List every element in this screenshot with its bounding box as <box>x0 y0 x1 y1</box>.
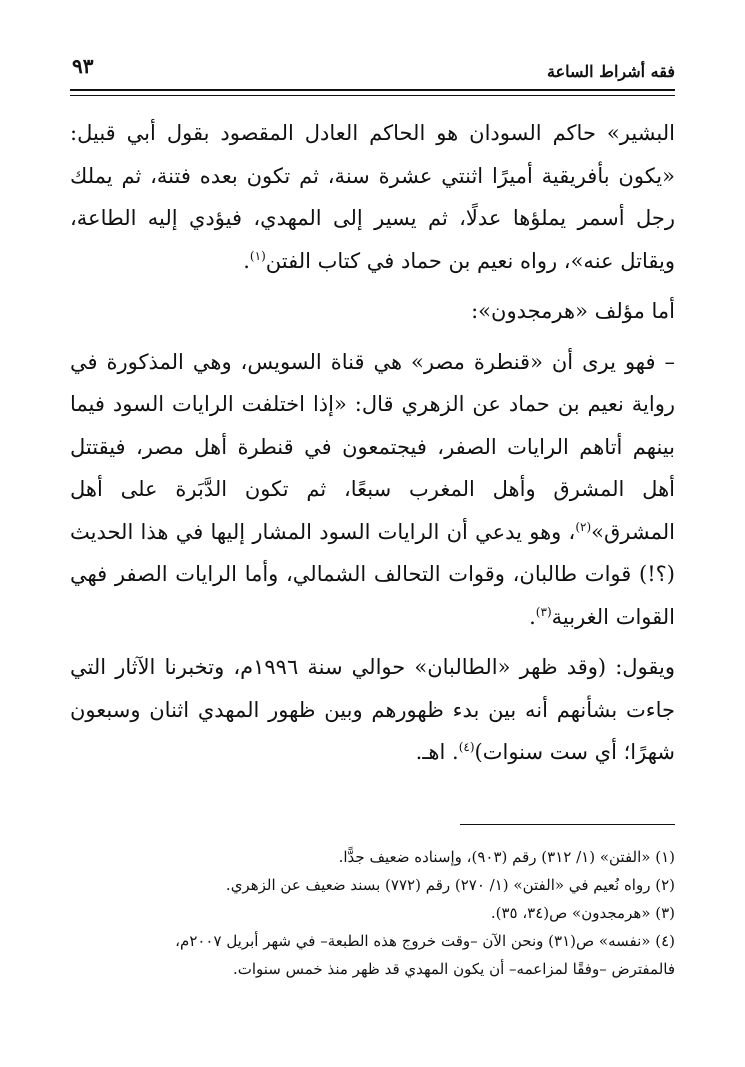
page-number: ٩٣ <box>72 54 94 78</box>
footnote-continuation: فالمفترض –وفقًا لمزاعمه– أن يكون المهدي قد ظهر منذ خمس سنوات. <box>232 959 675 978</box>
page-header <box>70 48 675 88</box>
book-page <box>70 48 675 983</box>
main-text <box>70 112 675 774</box>
footnotes <box>70 843 675 983</box>
footnote-ref: (٢) <box>575 519 592 534</box>
header-rule-thin <box>70 95 675 96</box>
paragraph: – فهو يرى أن «قنطرة مصر» هي قناة السويس، وهي المذكورة في رواية نعيم بن حماد عن الزهري قال: «إذا اختلفت الرايات السود فيما بينهم أتاهم الرايات الصفر، فيجتمعون في قنطرة أهل مصر، فيقتتل أهل المشرق وأهل المغرب سبعًا، ثم تكون الدَّبَرة على أهل المشرق»$^{(٢)}$، وهو يدعي أن الرايات السود المشار إليها في هذا الحديث (؟!) قوات طالبان، وقوات التحالف الشمالي، وأما الرايات الصفر فهي القوات الغربية$^{(٣)}$. <box>70 349 675 629</box>
footnote: (١) «الفتن» (١/ ٣١٢) رقم (٩٠٣)، وإسناده ضعيف جدًّا. <box>338 847 675 866</box>
header-rule-thick <box>70 89 675 91</box>
footnote: (٤) «نفسه» ص(٣١) ونحن الآن –وقت خروج هذه الطبعة– في شهر أبريل ٢٠٠٧م، <box>175 931 675 950</box>
footnote: (٢) رواه نُعيم في «الفتن» (١/ ٢٧٠) رقم (٧٧٢) بسند ضعيف عن الزهري. <box>225 875 675 894</box>
footnote: (٣) «هرمجدون» ص(٣٤، ٣٥). <box>490 903 675 922</box>
footnote-ref: (٤) <box>458 740 475 754</box>
footnote-ref: (٣) <box>535 604 552 619</box>
paragraph: ويقول: (وقد ظهر «الطالبان» حوالي سنة ١٩٩٦م، وتخبرنا الآثار التي جاءت بشأنهم أنه بين بدء ظهورهم وبين ظهور المهدي اثنان وسبعون شهرًا؛ أي ست سنوات)$^{(٤)}$. اهـ. <box>70 655 675 764</box>
footnote-ref: (١) <box>249 248 266 263</box>
paragraph: البشير» حاكم السودان هو الحاكم العادل المقصود بقول أبي قبيل: «يكون بأفريقية أميرًا اثنتي عشرة سنة، ثم تكون بعده فتنة، ثم يملك رجل أسمر يملؤها عدلًا، ثم يسير إلى المهدي، فيؤدي إليه الطاعة، ويقاتل عنه»، رواه نعيم بن حماد في كتاب الفتن$^{(١)}$. <box>70 121 675 273</box>
footnote-separator <box>460 824 675 825</box>
running-title: فقه أشراط الساعة <box>547 62 675 81</box>
paragraph: أما مؤلف «هرمجدون»: <box>471 299 675 323</box>
